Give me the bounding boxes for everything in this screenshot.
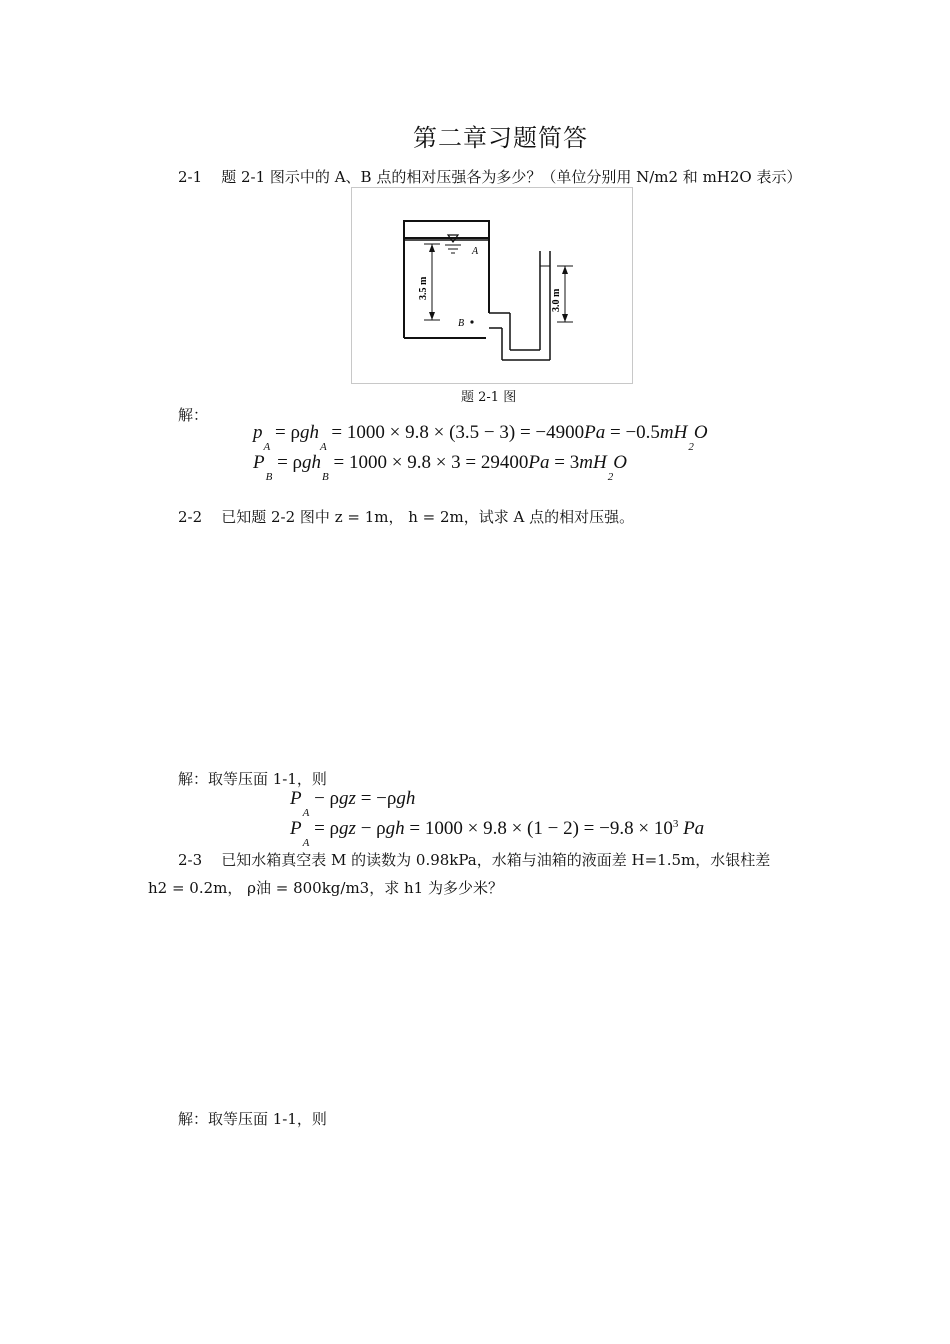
label-depth-left: 3.5 m — [418, 276, 429, 300]
problem-2-1-statement — [178, 166, 801, 187]
solution-label: 解： — [178, 406, 209, 424]
solution-label: 解：取等压面 1-1，则 — [178, 770, 327, 788]
equation-pb: $P_B = \rho gh_B = 1000 \times 9.8 \times 3 = 29400Pa = 3mH_2O$ — [253, 452, 627, 483]
equation-pa-balance: $P_A - \rho gz = -\rho gh$ — [290, 788, 416, 819]
problem-2-2-statement — [178, 506, 634, 527]
problem-text: 已知水箱真空表 M 的读数为 0.98kPa，水箱与油箱的液面差 H=1.5m，水银柱差 — [221, 851, 771, 869]
problem-text: 题 2-1 图示中的 A、B 点的相对压强各为多少？（单位分别用 N/m2 和 mH2O 表示） — [221, 168, 802, 186]
equation-pa-result: $P_A = \rho gz - \rho gh = 1000 \times 9.8 \times (1 - 2) = -9.8 \times 10^3$ Pa — [290, 818, 705, 849]
problem-number: 2-1 — [178, 168, 203, 186]
figure-2-1 — [351, 187, 633, 384]
tank-manometer-diagram — [352, 188, 632, 383]
solution-label: 解：取等压面 1-1，则 — [178, 1110, 327, 1128]
label-b: B — [458, 318, 465, 329]
page-title: 第二章习题简答 — [413, 124, 588, 152]
problem-text: 已知题 2-2 图中 z = 1m， h = 2m，试求 A 点的相对压强。 — [221, 508, 635, 526]
problem-2-3-statement-line1 — [178, 849, 770, 870]
figure-caption: 题 2-1 图 — [461, 390, 517, 405]
label-a: A — [472, 246, 479, 257]
problem-number: 2-3 — [178, 851, 203, 869]
problem-2-3-statement-line2: h2 = 0.2m， ρ油 = 800kg/m3，求 h1 为多少米？ — [148, 879, 503, 897]
label-depth-right: 3.0 m — [551, 288, 562, 312]
problem-number: 2-2 — [178, 508, 203, 526]
equation-pa: $p_A = \rho gh_A = 1000 \times 9.8 \times (3.5 - 3) = -4900Pa = -0.5mH_2O$ — [253, 422, 708, 453]
